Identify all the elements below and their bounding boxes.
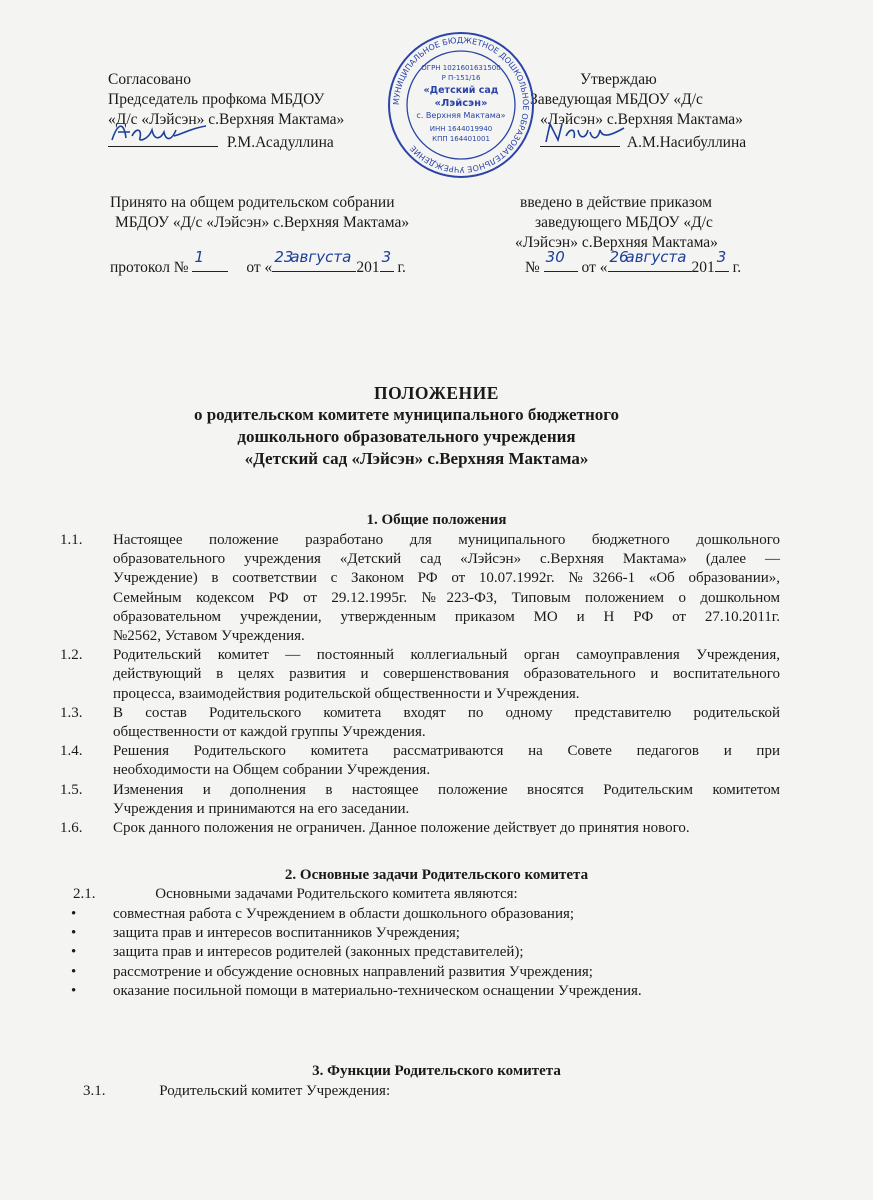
- signer-right: А.М.Насибуллина: [626, 134, 747, 151]
- order-year-digit: 3: [716, 248, 727, 266]
- item-text-line: процесса, взаимодействия родительской общественности и Учреждения.: [113, 685, 580, 702]
- bullet-item: [71, 943, 642, 962]
- section-3-sub: [83, 1082, 390, 1101]
- order-month: августа: [625, 248, 687, 266]
- bullet-item: [71, 982, 642, 1001]
- order-num-label: №: [525, 259, 540, 276]
- item-number: 1.6.: [60, 820, 83, 837]
- section-2-bullets: [71, 905, 642, 1001]
- protocol-number: 1: [194, 248, 205, 266]
- item-text-line: образовательного учреждения «Детский сад «Лэйсэн» с.Верхняя Мактама» (далее —: [113, 551, 780, 568]
- stamp-name-2: «Лэйсэн»: [434, 98, 488, 109]
- stamp-ogrn: ОГРН 1021601631500: [421, 64, 501, 72]
- item-text: [113, 531, 780, 646]
- section-1-heading: 1. Общие положения: [366, 512, 507, 528]
- bullet-item: [71, 963, 642, 982]
- bullet-item: [71, 924, 642, 943]
- signer-left: Р.М.Асадуллина: [226, 134, 334, 151]
- item-text-line: Учреждение) в соответствии с Законом РФ от 10.07.1992г. №3266-1 «Об образовании»,: [113, 570, 780, 587]
- section-1-item: [60, 704, 780, 742]
- item-number: 1.1.: [60, 532, 83, 548]
- head-org-line: «Лэйсэн» с.Верхняя Мактама»: [540, 111, 743, 128]
- section-2-heading: 2. Основные задачи Родительского комитета: [284, 867, 589, 883]
- stamp-name-3: с. Верхняя Мактама»: [416, 111, 506, 120]
- item-text-line: Настоящее положение разработано для муниципального бюджетного дошкольного: [113, 532, 780, 548]
- section-2-sub-text: Основными задачами Родительского комитета являются:: [155, 886, 518, 902]
- signature-asadullina: [108, 118, 218, 146]
- chair-line: Председатель профкома МБДОУ: [108, 91, 325, 108]
- adoption-line-2: МБДОУ «Д/с «Лэйсэн» с.Верхняя Мактама»: [115, 214, 410, 231]
- approved-label: Согласовано: [108, 71, 191, 88]
- protocol-day: 23: [274, 248, 294, 266]
- signature-line-left: [108, 130, 218, 147]
- stamp-inn: ИНН 1644019940: [429, 125, 493, 133]
- chair-org-line: «Д/с «Лэйсэн» с.Верхняя Мактама»: [108, 111, 345, 128]
- bullet-text: совместная работа с Учреждением в области дошкольного образования;: [113, 906, 575, 922]
- item-text-line: Родительский комитет — постоянный коллегиальный орган самоуправления Учреждения,: [113, 647, 780, 664]
- title-line-2: дошкольного образовательного учреждения: [237, 427, 576, 446]
- item-text-line: действующий в целях развития и совершенствования образовательного и воспитательного: [113, 666, 780, 683]
- item-number: 1.4.: [60, 743, 83, 760]
- adoption-line-1: Принято на общем родительском собрании: [110, 194, 395, 211]
- bullet-text: оказание посильной помощи в материально-техническом оснащении Учреждения.: [113, 982, 642, 999]
- section-1-item: [60, 742, 780, 780]
- adoption-block: [110, 193, 409, 278]
- section-1-item: [60, 646, 780, 704]
- order-day: 26: [609, 248, 629, 266]
- item-text-line: Семейным кодексом РФ от 29.12.1995г. №223-ФЗ, Типовым положением о дошкольном: [113, 589, 780, 606]
- item-text: [113, 819, 780, 838]
- bullet-icon: •: [71, 982, 77, 999]
- section-2-sub-num: 2.1.: [73, 886, 96, 902]
- title-main: ПОЛОЖЕНИЕ: [374, 383, 499, 403]
- section-1-item: [60, 781, 780, 819]
- item-text-line: образовательном учреждении, утвержденным приказом МО и Н РФ от 27.10.2011г.: [113, 608, 780, 625]
- item-text: [113, 781, 780, 819]
- protocol-year-digit: 3: [381, 248, 392, 266]
- bullet-item: [71, 905, 642, 924]
- enactment-line-2: заведующего МБДОУ «Д/с: [535, 214, 713, 231]
- item-text-line: необходимости на Общем собрании Учреждения.: [113, 762, 431, 779]
- item-number: 1.5.: [60, 781, 83, 798]
- section-1-item: [60, 819, 780, 838]
- stamp-pp: Р П-151/16: [441, 74, 481, 82]
- section-3-sub-num: 3.1.: [83, 1083, 106, 1099]
- enactment-line-1: введено в действие приказом: [520, 194, 712, 211]
- protocol-label: протокол №: [110, 259, 189, 276]
- item-text-line: В состав Родительского комитета входят по одному представителю родительской: [113, 704, 780, 721]
- signature-nasibullina: [540, 118, 630, 146]
- item-number: 1.2.: [60, 647, 83, 664]
- protocol-from: от «: [246, 259, 273, 276]
- stamp-name-1: «Детский сад: [423, 85, 499, 96]
- section-1-items: [60, 531, 780, 838]
- protocol-year-suffix: г.: [393, 259, 406, 276]
- item-text: [113, 704, 780, 742]
- bullet-text: рассмотрение и обсуждение основных направлений развития Учреждения;: [113, 963, 593, 980]
- item-text: [113, 742, 780, 780]
- order-year: 201: [691, 259, 715, 276]
- item-text-line: общественности от каждой группы Учреждения.: [113, 724, 426, 741]
- bullet-text: защита прав и интересов воспитанников Учреждения;: [113, 925, 460, 942]
- protocol-month: августа: [290, 248, 352, 266]
- document-title: [0, 382, 873, 470]
- head-line: Заведующая МБДОУ «Д/с: [530, 91, 703, 108]
- item-text-line: Изменения и дополнения в настоящее положение вносятся Родительским комитетом: [113, 781, 780, 798]
- signature-line-right: [540, 130, 620, 147]
- bullet-icon: •: [71, 944, 77, 961]
- protocol-year: 201: [356, 259, 380, 276]
- approval-block-left: [108, 70, 344, 153]
- section-1-item: [60, 531, 780, 646]
- section-3-heading: 3. Функции Родительского комитета: [312, 1063, 561, 1079]
- approval-block-right: [530, 70, 746, 153]
- bullet-icon: •: [71, 906, 77, 922]
- order-number: 30: [545, 248, 565, 266]
- title-line-1: о родительском комитете муниципального бюджетного: [193, 405, 620, 424]
- item-number: 1.3.: [60, 704, 83, 721]
- bullet-text: защита прав и интересов родителей (законных представителей);: [113, 944, 524, 961]
- item-text-line: Учреждения и принимаются на его заседании.: [113, 800, 410, 817]
- enactment-line-3: «Лэйсэн» с.Верхняя Мактама»: [515, 234, 718, 251]
- order-year-suffix: г.: [728, 259, 742, 276]
- title-line-3: «Детский сад «Лэйсэн» с.Верхняя Мактама»: [244, 449, 589, 468]
- section-2-sub: [73, 885, 518, 904]
- official-stamp: [386, 30, 536, 180]
- item-text-line: №2562, Уставом Учреждения.: [113, 628, 305, 645]
- bullet-icon: •: [71, 925, 77, 942]
- item-text: [113, 646, 780, 704]
- stamp-kpp: КПП 164401001: [432, 135, 490, 143]
- enactment-block: [515, 193, 741, 278]
- bullet-icon: •: [71, 963, 77, 980]
- section-3-sub-text: Родительский комитет Учреждения:: [159, 1083, 391, 1099]
- item-text-line: Срок данного положения не ограничен. Данное положение действует до принятия нового.: [113, 820, 690, 837]
- order-from: от «: [581, 259, 608, 276]
- item-text-line: Решения Родительского комитета рассматриваются на Совете педагогов и при: [113, 743, 780, 760]
- stamp-ring-text: МУНИЦИПАЛЬНОЕ БЮДЖЕТНОЕ ДОШКОЛЬНОЕ ОБРАЗОВАТЕЛЬНОЕ УЧРЕЖДЕНИЕ: [391, 35, 531, 175]
- approve-label: Утверждаю: [580, 71, 657, 88]
